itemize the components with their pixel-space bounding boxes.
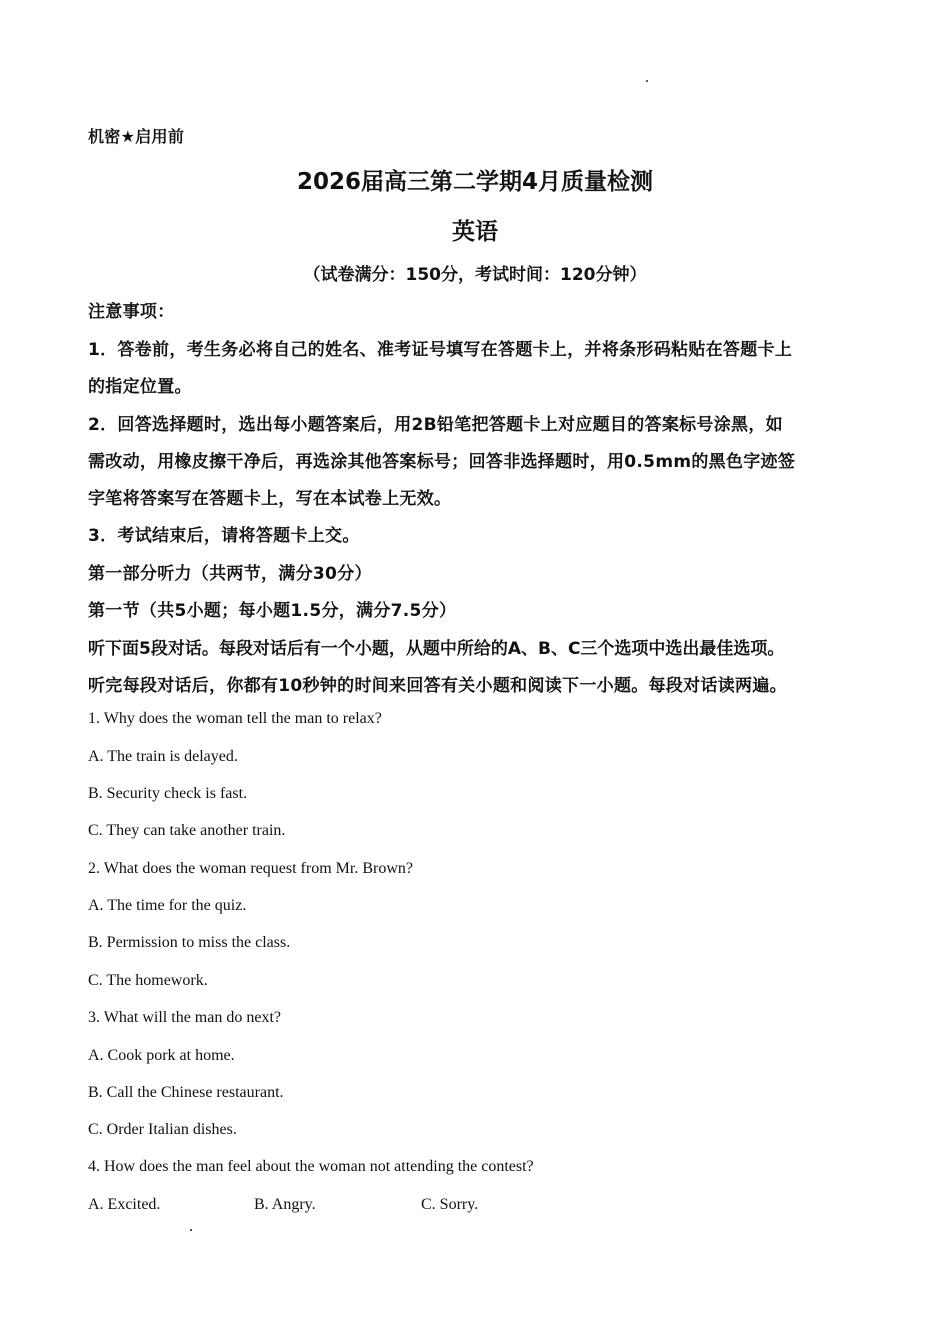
notice-heading: 注意事项： [88,302,175,322]
notice-line: 2．回答选择题时，选出每小题答案后，用2B铅笔把答题卡上对应题目的答案标号涂黑，如 [88,415,783,435]
question-3: 3. What will the man do next? [88,1009,281,1026]
question-1: 1. Why does the woman tell the man to relax? [88,710,382,727]
option: C. Sorry. [421,1196,479,1213]
notice-line: 字笔将答案写在答题卡上，写在本试卷上无效。 [88,489,452,509]
section-heading: 第一节（共5小题；每小题1.5分，满分7.5分） [88,601,457,621]
exam-info: （试卷满分：150分，考试时间：120分钟） [303,265,647,285]
option: A. The time for the quiz. [88,897,247,914]
option: B. Call the Chinese restaurant. [88,1084,284,1101]
option: B. Permission to miss the class. [88,934,291,951]
instruction-line: 听下面5段对话。每段对话后有一个小题，从题中所给的A、B、C三个选项中选出最佳选项。 [88,639,785,659]
exam-title: 2026届高三第二学期4月质量检测 [296,169,654,195]
options-row [0,1196,950,1218]
option: A. Cook pork at home. [88,1047,235,1064]
option: A. The train is delayed. [88,748,238,765]
instruction-line: 听完每段对话后，你都有10秒钟的时间来回答有关小题和阅读下一小题。每段对话读两遍。 [88,676,787,696]
option: C. Order Italian dishes. [88,1121,237,1138]
option: C. They can take another train. [88,822,286,839]
notice-line: 1．答卷前，考生务必将自己的姓名、准考证号填写在答题卡上，并将条形码粘贴在答题卡上 [88,340,793,360]
subject-title: 英语 [452,219,498,245]
notice-line: 3．考试结束后，请将答题卡上交。 [88,526,360,546]
option: B. Angry. [254,1196,316,1213]
option: A. Excited. [88,1196,161,1213]
option: B. Security check is fast. [88,785,248,802]
notice-line: 需改动，用橡皮擦干净后，再选涂其他答案标号；回答非选择题时，用0.5mm的黑色字迹签 [88,452,796,472]
option: C. The homework. [88,972,208,989]
confidential-label: 机密★启用前 [88,127,185,146]
scan-speck [190,1229,192,1231]
notice-line: 的指定位置。 [88,377,192,397]
scan-speck [646,80,648,82]
question-4: 4. How does the man feel about the woman not attending the contest? [88,1158,534,1175]
part-heading: 第一部分听力（共两节，满分30分） [88,564,372,584]
question-2: 2. What does the woman request from Mr. Brown? [88,860,413,877]
